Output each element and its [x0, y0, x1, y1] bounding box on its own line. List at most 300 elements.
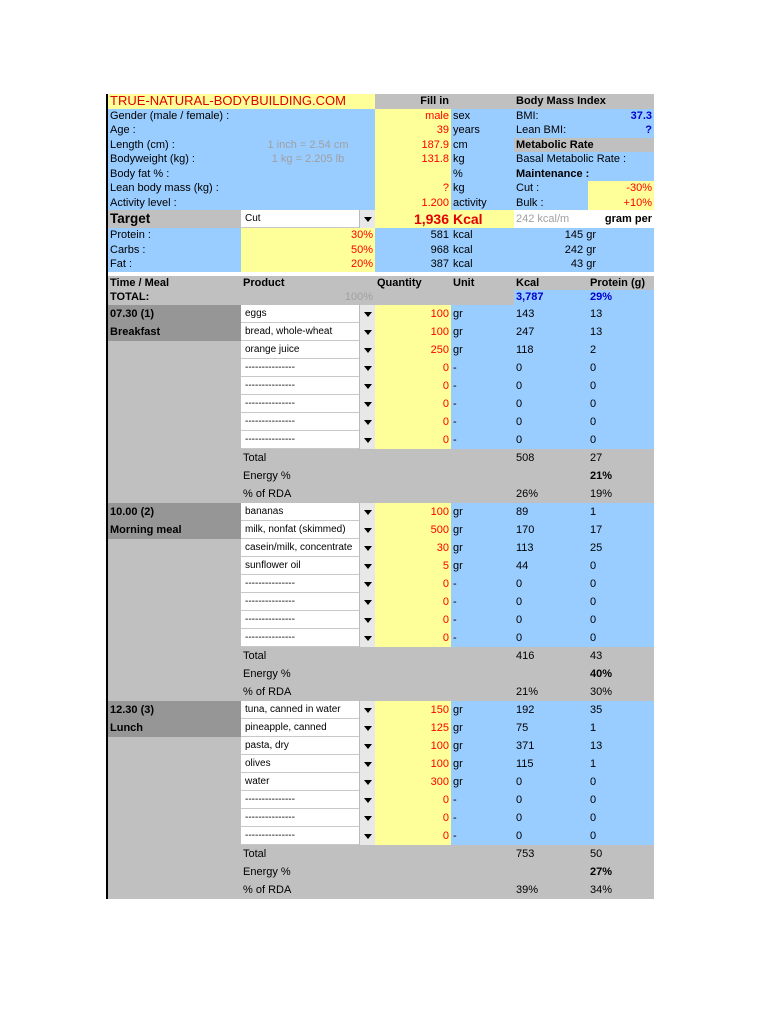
meal-total-label: Total	[243, 847, 267, 860]
item-quantity[interactable]: 0	[375, 395, 451, 413]
product-select[interactable]	[241, 413, 375, 431]
item-kcal: 371	[514, 737, 588, 755]
dropdown-arrow-icon[interactable]	[359, 413, 375, 431]
item-kcal: 170	[514, 521, 588, 539]
input-value[interactable]	[375, 167, 451, 182]
dropdown-arrow-icon[interactable]	[359, 755, 375, 773]
meal-rda-label: % of RDA	[243, 685, 292, 698]
product-select[interactable]	[241, 395, 375, 413]
item-protein: 17	[588, 521, 654, 539]
meal-total-row	[108, 647, 654, 665]
macro-kcal: 968	[375, 243, 451, 258]
dropdown-arrow-icon[interactable]	[359, 827, 375, 845]
item-quantity[interactable]: 500	[375, 521, 451, 539]
input-value[interactable]: 39	[375, 123, 451, 138]
item-kcal: 0	[514, 791, 588, 809]
input-value[interactable]: ?	[375, 181, 451, 196]
dropdown-arrow-icon[interactable]	[359, 503, 375, 521]
meal-item-row	[108, 521, 654, 539]
item-kcal: 0	[514, 359, 588, 377]
item-protein: 0	[588, 557, 654, 575]
product-select[interactable]	[241, 629, 375, 647]
meal-item-row	[108, 413, 654, 431]
product-name: olives	[241, 755, 359, 773]
item-unit: -	[451, 395, 514, 413]
meal-total-kcal: 753	[516, 847, 535, 860]
col-kcal: Kcal	[516, 276, 540, 289]
item-quantity[interactable]: 300	[375, 773, 451, 791]
meal-time: 12.30 (3)	[108, 701, 241, 719]
input-label: Gender (male / female) :	[108, 109, 241, 124]
item-unit: gr	[451, 305, 514, 323]
item-kcal: 118	[514, 341, 588, 359]
item-kcal: 113	[514, 539, 588, 557]
conversion-hint: 1 kg = 2.205 lb	[241, 152, 375, 167]
meal-item-row	[108, 341, 654, 359]
item-quantity[interactable]: 0	[375, 413, 451, 431]
target-row	[108, 210, 654, 228]
dropdown-arrow-icon[interactable]	[359, 809, 375, 827]
product-name: ---------------	[241, 431, 359, 449]
item-unit: gr	[451, 341, 514, 359]
dropdown-arrow-icon[interactable]	[359, 719, 375, 737]
dropdown-arrow-icon[interactable]	[359, 557, 375, 575]
target-select[interactable]	[241, 210, 375, 228]
item-quantity[interactable]: 250	[375, 341, 451, 359]
item-unit: -	[451, 377, 514, 395]
item-protein: 0	[588, 413, 654, 431]
input-row	[108, 152, 654, 167]
item-protein: 0	[588, 395, 654, 413]
item-kcal: 0	[514, 395, 588, 413]
item-kcal: 0	[514, 377, 588, 395]
meal-total-row	[108, 449, 654, 467]
dropdown-arrow-icon[interactable]	[359, 359, 375, 377]
item-protein: 0	[588, 431, 654, 449]
meal-item-row	[108, 629, 654, 647]
bmi-value[interactable]: -30%	[588, 181, 654, 196]
macro-pct[interactable]: 20%	[241, 257, 375, 272]
target-per-kg: 242 kcal/m	[514, 210, 588, 228]
product-select[interactable]	[241, 773, 375, 791]
meal-item-row	[108, 575, 654, 593]
item-kcal: 0	[514, 611, 588, 629]
input-unit: activity	[451, 196, 514, 211]
item-unit: gr	[451, 773, 514, 791]
meal-energy-pct: 40%	[590, 667, 613, 680]
product-select[interactable]	[241, 791, 375, 809]
product-name: ---------------	[241, 395, 359, 413]
item-quantity[interactable]: 0	[375, 593, 451, 611]
header-row	[108, 94, 654, 109]
macro-kcal: 581	[375, 228, 451, 243]
item-quantity[interactable]: 0	[375, 377, 451, 395]
meal-energy-label: Energy %	[243, 865, 291, 878]
item-unit: -	[451, 593, 514, 611]
header-spacer	[451, 94, 514, 109]
item-kcal: 0	[514, 593, 588, 611]
product-name: ---------------	[241, 809, 359, 827]
item-unit: -	[451, 809, 514, 827]
col-quantity: Quantity	[377, 276, 422, 289]
meal-rda-label: % of RDA	[243, 487, 292, 500]
input-label: Bodyweight (kg) :	[108, 152, 241, 167]
item-kcal: 0	[514, 809, 588, 827]
macro-row	[108, 257, 654, 272]
item-quantity[interactable]: 100	[375, 755, 451, 773]
product-select[interactable]	[241, 611, 375, 629]
item-unit: -	[451, 611, 514, 629]
macro-unit: kcal	[451, 257, 514, 272]
meal-energy-row	[108, 467, 654, 485]
item-quantity[interactable]: 125	[375, 719, 451, 737]
input-row	[108, 109, 654, 124]
product-select[interactable]	[241, 341, 375, 359]
product-select[interactable]	[241, 575, 375, 593]
meal-item-row	[108, 359, 654, 377]
input-row	[108, 196, 654, 211]
product-name: ---------------	[241, 629, 359, 647]
product-name: ---------------	[241, 611, 359, 629]
product-name: eggs	[241, 305, 359, 323]
item-unit: gr	[451, 521, 514, 539]
input-unit: sex	[451, 109, 514, 124]
meal-item-row	[108, 593, 654, 611]
input-value[interactable]: 187.9	[375, 138, 451, 153]
item-protein: 1	[588, 755, 654, 773]
table-header	[108, 276, 654, 291]
dropdown-arrow-icon[interactable]	[359, 629, 375, 647]
item-kcal: 0	[514, 575, 588, 593]
macro-pct[interactable]: 50%	[241, 243, 375, 258]
input-label: Age :	[108, 123, 241, 138]
bmi-label: BMI:	[514, 109, 588, 124]
dropdown-arrow-icon[interactable]	[359, 323, 375, 341]
item-kcal: 143	[514, 305, 588, 323]
product-name: water	[241, 773, 359, 791]
dropdown-arrow-icon[interactable]	[359, 377, 375, 395]
item-protein: 13	[588, 737, 654, 755]
item-quantity[interactable]: 100	[375, 305, 451, 323]
meal-rda-row	[108, 683, 654, 701]
meal-name: Morning meal	[108, 521, 241, 539]
spreadsheet	[106, 94, 654, 899]
meal-time: 07.30 (1)	[108, 305, 241, 323]
meal-time: 10.00 (2)	[108, 503, 241, 521]
target-kcal-unit: Kcal	[451, 210, 514, 228]
item-quantity[interactable]: 0	[375, 791, 451, 809]
meal-total-kcal: 508	[516, 451, 535, 464]
item-kcal: 0	[514, 827, 588, 845]
dropdown-arrow-icon[interactable]	[359, 521, 375, 539]
target-label: Target	[108, 210, 241, 228]
product-name: orange juice	[241, 341, 359, 359]
item-unit: -	[451, 629, 514, 647]
item-unit: -	[451, 431, 514, 449]
site-title: TRUE-NATURAL-BODYBUILDING.COM	[108, 94, 375, 109]
product-select[interactable]	[241, 701, 375, 719]
meal-item-row	[108, 305, 654, 323]
col-unit: Unit	[453, 276, 475, 289]
meal-rda-kcal: 26%	[516, 487, 539, 500]
item-quantity[interactable]: 5	[375, 557, 451, 575]
bmi-value[interactable]: +10%	[588, 196, 654, 211]
macro-kcal: 387	[375, 257, 451, 272]
product-name: tuna, canned in water	[241, 701, 359, 719]
item-unit: -	[451, 359, 514, 377]
fill-in-heading: Fill in	[375, 94, 451, 109]
item-quantity[interactable]: 150	[375, 701, 451, 719]
bmi-value: 37.3	[588, 109, 654, 124]
item-quantity[interactable]: 100	[375, 737, 451, 755]
item-protein: 0	[588, 575, 654, 593]
meal-item-row	[108, 611, 654, 629]
meal-total-label: Total	[243, 649, 267, 662]
total-row	[108, 290, 654, 305]
product-name: ---------------	[241, 575, 359, 593]
macro-pct[interactable]: 30%	[241, 228, 375, 243]
meal-rda-protein: 30%	[590, 685, 613, 698]
bmi-label: Basal Metabolic Rate :	[514, 152, 654, 167]
item-unit: -	[451, 827, 514, 845]
product-name: ---------------	[241, 593, 359, 611]
input-label: Activity level :	[108, 196, 241, 211]
dropdown-arrow-icon[interactable]	[359, 575, 375, 593]
item-protein: 0	[588, 593, 654, 611]
item-protein: 0	[588, 791, 654, 809]
item-quantity[interactable]: 0	[375, 431, 451, 449]
item-protein: 0	[588, 773, 654, 791]
item-unit: gr	[451, 557, 514, 575]
product-select[interactable]	[241, 593, 375, 611]
item-unit: -	[451, 413, 514, 431]
item-unit: gr	[451, 737, 514, 755]
item-protein: 25	[588, 539, 654, 557]
macro-label: Fat :	[108, 257, 241, 272]
product-select[interactable]	[241, 359, 375, 377]
input-row	[108, 123, 654, 138]
macro-row	[108, 243, 654, 258]
meal-item-row	[108, 791, 654, 809]
meal-name: Lunch	[108, 719, 241, 737]
item-kcal: 115	[514, 755, 588, 773]
dropdown-arrow-icon[interactable]	[359, 737, 375, 755]
input-unit: cm	[451, 138, 514, 153]
item-protein: 0	[588, 629, 654, 647]
dropdown-arrow-icon[interactable]	[359, 305, 375, 323]
product-select[interactable]	[241, 827, 375, 845]
conversion-hint: 1 inch = 2.54 cm	[241, 138, 375, 153]
product-name: ---------------	[241, 359, 359, 377]
dropdown-arrow-icon[interactable]	[359, 791, 375, 809]
meal-item-row	[108, 827, 654, 845]
target-kcal: 1,936	[375, 210, 451, 228]
dropdown-arrow-icon[interactable]	[359, 593, 375, 611]
product-select[interactable]	[241, 809, 375, 827]
item-quantity[interactable]: 100	[375, 503, 451, 521]
dropdown-arrow-icon[interactable]	[359, 611, 375, 629]
item-quantity[interactable]: 0	[375, 575, 451, 593]
col-time: Time / Meal	[110, 276, 170, 289]
product-select[interactable]	[241, 503, 375, 521]
product-name: casein/milk, concentrate	[241, 539, 359, 557]
product-select[interactable]	[241, 557, 375, 575]
dropdown-arrow-icon[interactable]	[359, 701, 375, 719]
meal-item-row	[108, 737, 654, 755]
item-kcal: 0	[514, 431, 588, 449]
macro-section	[108, 228, 654, 272]
macro-row	[108, 228, 654, 243]
product-select[interactable]	[241, 323, 375, 341]
item-protein: 13	[588, 305, 654, 323]
input-section	[108, 109, 654, 211]
item-quantity[interactable]: 0	[375, 827, 451, 845]
conversion-hint	[241, 109, 375, 124]
bmi-label: Metabolic Rate	[514, 138, 654, 153]
bmi-label: Maintenance :	[514, 167, 654, 182]
meal-total-protein: 43	[590, 649, 603, 662]
input-unit: kg	[451, 181, 514, 196]
input-value[interactable]: male	[375, 109, 451, 124]
total-label: TOTAL:	[110, 291, 150, 303]
total-pct: 100%	[344, 291, 373, 303]
item-quantity[interactable]: 0	[375, 629, 451, 647]
meal-item-row	[108, 773, 654, 791]
meal-item-row	[108, 755, 654, 773]
dropdown-arrow-icon[interactable]	[359, 773, 375, 791]
input-unit: %	[451, 167, 514, 182]
item-protein: 0	[588, 377, 654, 395]
macro-grams: 145 gr	[514, 228, 598, 243]
product-select[interactable]	[241, 539, 375, 557]
item-unit: gr	[451, 539, 514, 557]
meal-energy-pct: 27%	[590, 865, 613, 878]
item-kcal: 247	[514, 323, 588, 341]
macro-unit: kcal	[451, 243, 514, 258]
meal-rda-protein: 19%	[590, 487, 613, 500]
macro-unit: kcal	[451, 228, 514, 243]
meal-rda-row	[108, 485, 654, 503]
product-name: pasta, dry	[241, 737, 359, 755]
input-label: Length (cm) :	[108, 138, 241, 153]
dropdown-arrow-icon[interactable]	[359, 395, 375, 413]
dropdown-arrow-icon[interactable]	[359, 431, 375, 449]
meal-item-row	[108, 395, 654, 413]
product-select[interactable]	[241, 521, 375, 539]
meal-item-row	[108, 377, 654, 395]
conversion-hint	[241, 123, 375, 138]
meal-total-row	[108, 845, 654, 863]
input-label: Lean body mass (kg) :	[108, 181, 241, 196]
dropdown-arrow-icon[interactable]	[359, 210, 375, 228]
input-row	[108, 167, 654, 182]
item-kcal: 0	[514, 773, 588, 791]
gram-per-label: gram per	[588, 210, 654, 228]
product-select[interactable]	[241, 737, 375, 755]
product-select[interactable]	[241, 377, 375, 395]
bmi-value: ?	[588, 123, 654, 138]
item-quantity[interactable]: 100	[375, 323, 451, 341]
input-unit: kg	[451, 152, 514, 167]
input-row	[108, 181, 654, 196]
meal-rda-protein: 34%	[590, 883, 613, 896]
target-select-value: Cut	[241, 210, 359, 228]
meal-total-protein: 27	[590, 451, 603, 464]
product-name: milk, nonfat (skimmed)	[241, 521, 359, 539]
product-select[interactable]	[241, 305, 375, 323]
meal-total-protein: 50	[590, 847, 603, 860]
item-unit: gr	[451, 503, 514, 521]
input-value[interactable]: 1.200	[375, 196, 451, 211]
product-name: sunflower oil	[241, 557, 359, 575]
meal-name: Breakfast	[108, 323, 241, 341]
item-quantity[interactable]: 30	[375, 539, 451, 557]
macro-grams: 242 gr	[514, 243, 598, 258]
input-unit: years	[451, 123, 514, 138]
dropdown-arrow-icon[interactable]	[359, 341, 375, 359]
col-product: Product	[243, 276, 285, 289]
total-protein: 29%	[588, 290, 654, 305]
meal-energy-row	[108, 665, 654, 683]
meal-item-row	[108, 557, 654, 575]
product-name: ---------------	[241, 377, 359, 395]
item-kcal: 0	[514, 413, 588, 431]
item-protein: 0	[588, 809, 654, 827]
product-name: bananas	[241, 503, 359, 521]
product-name: bread, whole-wheat	[241, 323, 359, 341]
product-select[interactable]	[241, 431, 375, 449]
item-protein: 0	[588, 827, 654, 845]
col-protein: Protein (g)	[590, 276, 645, 289]
meal-energy-label: Energy %	[243, 667, 291, 680]
item-quantity[interactable]: 0	[375, 809, 451, 827]
item-quantity[interactable]: 0	[375, 611, 451, 629]
item-kcal: 44	[514, 557, 588, 575]
meal-item-row	[108, 539, 654, 557]
item-kcal: 75	[514, 719, 588, 737]
bmi-label: Lean BMI:	[514, 123, 588, 138]
item-protein: 35	[588, 701, 654, 719]
meal-rda-label: % of RDA	[243, 883, 292, 896]
item-kcal: 192	[514, 701, 588, 719]
item-quantity[interactable]: 0	[375, 359, 451, 377]
input-row	[108, 138, 654, 153]
item-protein: 0	[588, 611, 654, 629]
meal-item-row	[108, 503, 654, 521]
product-name: pineapple, canned	[241, 719, 359, 737]
item-protein: 1	[588, 503, 654, 521]
dropdown-arrow-icon[interactable]	[359, 539, 375, 557]
meal-item-row	[108, 719, 654, 737]
meal-total-kcal: 416	[516, 649, 535, 662]
meal-item-row	[108, 431, 654, 449]
product-select[interactable]	[241, 719, 375, 737]
item-protein: 0	[588, 359, 654, 377]
input-value[interactable]: 131.8	[375, 152, 451, 167]
meal-rda-kcal: 39%	[516, 883, 539, 896]
bmi-heading: Body Mass Index	[514, 94, 654, 109]
conversion-hint	[241, 167, 375, 182]
item-protein: 1	[588, 719, 654, 737]
meal-energy-row	[108, 863, 654, 881]
product-name: ---------------	[241, 827, 359, 845]
input-label: Body fat % :	[108, 167, 241, 182]
product-name: ---------------	[241, 413, 359, 431]
product-select[interactable]	[241, 755, 375, 773]
item-kcal: 0	[514, 629, 588, 647]
item-unit: -	[451, 575, 514, 593]
item-unit: gr	[451, 701, 514, 719]
